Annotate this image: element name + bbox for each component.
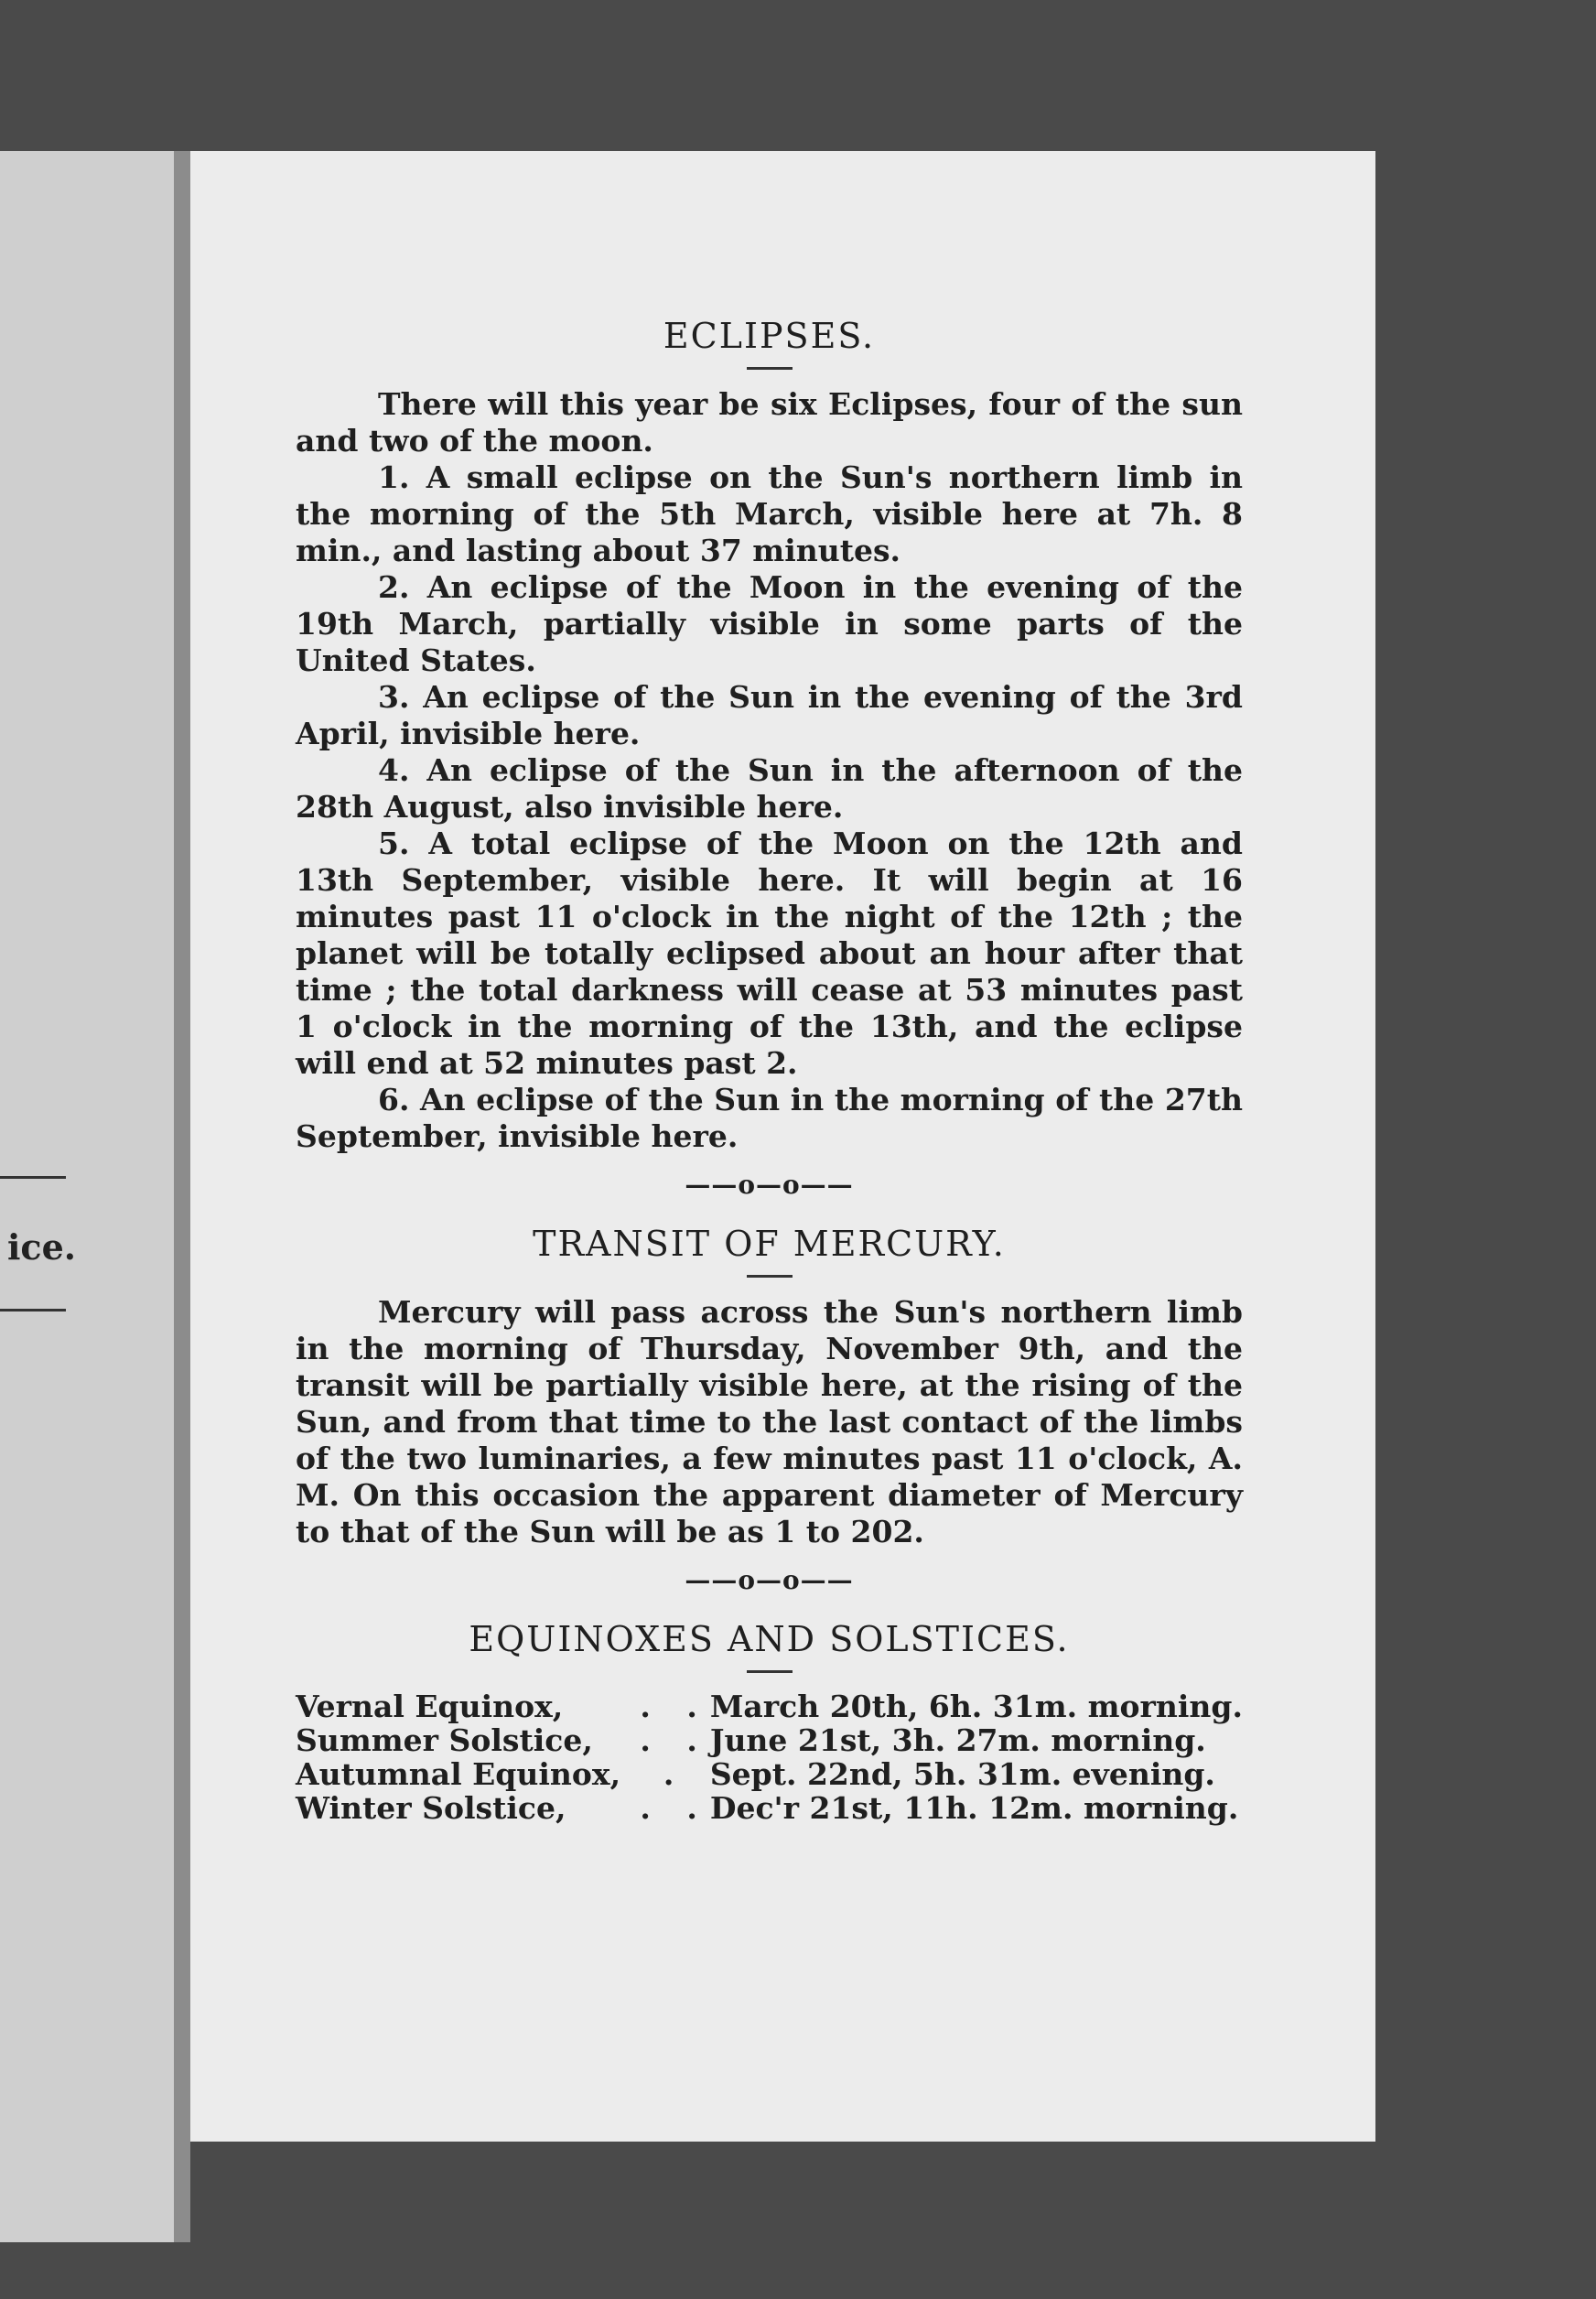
dot-leader: . .: [640, 1790, 710, 1826]
eclipse-item-5: 5. A total eclipse of the Moon on the 12th and 13th September, visible here. It will begin at 16 minutes past 11 o'clock in the night of the 12th ; the planet will be totally eclipsed about an hour after that time ; the total darkness will cease at 53 minutes past 1 o'clock in the morning of the 13th, and the eclipse will end at 52 minutes past 2.: [296, 826, 1243, 1081]
event-date: Sept. 22nd, 5h. 31m. evening.: [709, 1756, 1215, 1792]
page-content: [296, 316, 1243, 1825]
eclipse-item-4: 4. An eclipse of the Sun in the afternoon of the 28th August, also invisible here.: [296, 752, 1243, 825]
section-ornament-2: ——o—o——: [685, 1565, 854, 1595]
table-row: [296, 1791, 1243, 1825]
heading-dash: [747, 1670, 793, 1673]
event-date: Dec'r 21st, 11h. 12m. morning.: [709, 1790, 1239, 1826]
heading-dash: [747, 367, 793, 370]
dot-leader: . .: [640, 1689, 710, 1724]
dot-leader: .: [663, 1756, 687, 1792]
eclipse-item-3: 3. An eclipse of the Sun in the evening of the 3rd April, invisible here.: [296, 679, 1243, 751]
eclipses-heading: ECLIPSES.: [663, 316, 876, 356]
eclipse-item-2: 2. An eclipse of the Moon in the evening of the 19th March, partially visible in some parts of the United States.: [296, 569, 1243, 678]
equinoxes-heading: EQUINOXES AND SOLSTICES.: [469, 1619, 1070, 1659]
left-page: [0, 151, 174, 2242]
transit-text: Mercury will pass across the Sun's northern limb in the morning of Thursday, November 9th, and the transit will be partially visible here, at the rising of the Sun, and from that time to the last contact of the limbs of the two luminaries, a few minutes past 11 o'clock, A. M. On this occasion the apparent diameter of Mercury to that of the Sun will be as 1 to 202.: [296, 1294, 1243, 1549]
dot-leader: . .: [640, 1722, 710, 1758]
left-page-fragment: ice.: [7, 1226, 76, 1268]
book-spine: [174, 151, 190, 2242]
solstice-table: [296, 1689, 1243, 1825]
event-name: Summer Solstice,: [296, 1722, 593, 1758]
section-ornament-1: ——o—o——: [685, 1170, 854, 1200]
event-date: June 21st, 3h. 27m. morning.: [709, 1722, 1206, 1758]
left-page-rule-bottom: [0, 1309, 66, 1311]
table-row: [296, 1723, 1243, 1757]
table-row: [296, 1689, 1243, 1723]
eclipses-intro: There will this year be six Eclipses, four of the sun and two of the moon.: [296, 386, 1243, 459]
heading-dash: [747, 1275, 793, 1278]
table-row: [296, 1757, 1243, 1791]
event-name: Vernal Equinox,: [296, 1689, 564, 1724]
eclipse-item-1: 1. A small eclipse on the Sun's northern limb in the morning of the 5th March, visible here at 7h. 8 min., and lasting about 37 minutes.: [296, 459, 1243, 568]
transit-heading: TRANSIT OF MERCURY.: [533, 1224, 1006, 1264]
event-name: Winter Solstice,: [296, 1790, 566, 1826]
book-page: [190, 151, 1375, 2142]
event-date: March 20th, 6h. 31m. morning.: [709, 1689, 1243, 1724]
left-page-rule-top: [0, 1176, 66, 1179]
event-name: Autumnal Equinox,: [296, 1756, 621, 1792]
eclipse-item-6: 6. An eclipse of the Sun in the morning of the 27th September, invisible here.: [296, 1082, 1243, 1154]
